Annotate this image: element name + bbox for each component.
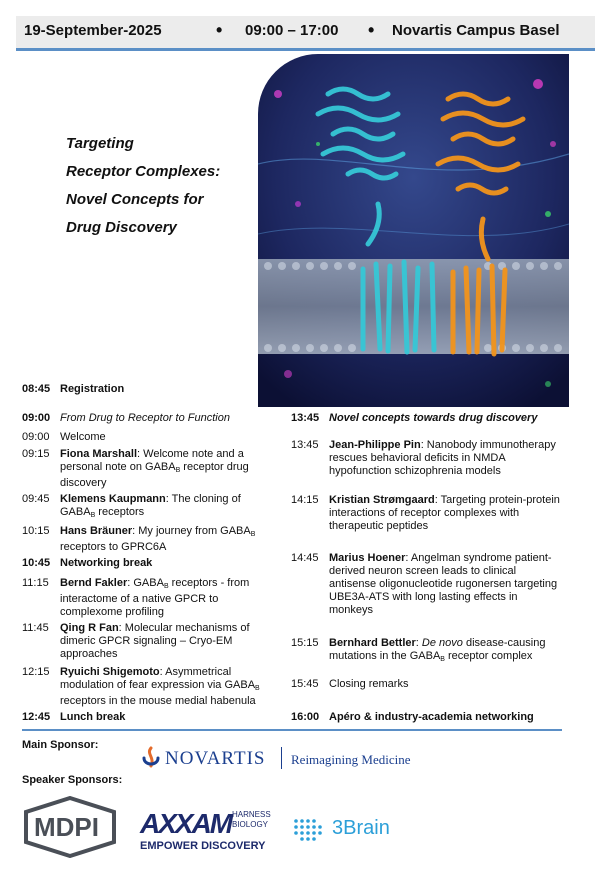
schedule-text: Closing remarks (329, 678, 409, 690)
talk-title: : Asymmetrical modulation of fear expression via GABA (60, 666, 256, 691)
talk-title: : Molecular mechanisms of dimeric GPCR signaling – Cryo-EM approaches (60, 622, 250, 660)
subscript: B (175, 467, 181, 474)
event-date: 19-September-2025 (24, 22, 162, 39)
speaker-name: Hans Bräuner (60, 525, 133, 537)
event-venue: Novartis Campus Basel (392, 22, 560, 39)
speaker-name: Qing R Fan (60, 622, 119, 634)
mdpi-wordmark: MDPI (34, 812, 99, 842)
subscript: B (163, 583, 169, 590)
bullet-separator: • (368, 20, 375, 40)
speaker-name: Marius Hoener (329, 552, 406, 564)
schedule-time: 12:45 (22, 711, 51, 723)
talk-title-italic: De novo (421, 637, 463, 649)
speaker-name: Bernd Fakler (60, 577, 128, 589)
subscript: B (250, 531, 256, 538)
talk-title: : GABA (127, 577, 164, 589)
mdpi-logo (22, 796, 118, 858)
logo-divider (281, 747, 282, 769)
header-bar (16, 16, 595, 51)
schedule-time: 15:45 (291, 678, 319, 690)
schedule-time: 10:15 (22, 525, 50, 537)
subscript: B (440, 656, 445, 663)
talk-title: disease-causing mutations in the GABA (329, 637, 546, 662)
event-title (66, 130, 220, 242)
subscript: B (90, 512, 96, 519)
3brain-logo (292, 815, 432, 845)
schedule-time: 09:45 (22, 493, 50, 505)
schedule-text: Networking break (60, 557, 153, 569)
speaker-name: Bernhard Bettler (329, 637, 416, 649)
event-time: 09:00 – 17:00 (245, 22, 339, 39)
axxam-slogan: EMPOWER DISCOVERY (140, 840, 266, 852)
novartis-logo (140, 746, 425, 772)
talk-title: receptor drug discovery (60, 461, 249, 489)
title-line: Novel Concepts for (66, 191, 204, 208)
schedule-time: 13:45 (291, 439, 319, 451)
talk-title: : The cloning of GABA (60, 493, 241, 518)
schedule-text: Registration (60, 383, 125, 395)
novartis-wordmark: NOVARTIS (165, 748, 266, 769)
schedule-time: 14:15 (291, 494, 319, 506)
axxam-wordmark: AXXAM (140, 808, 232, 839)
schedule-text: Welcome (60, 431, 106, 443)
talk-title: receptors - from interactome of a native GPCR to complexome profiling (60, 577, 250, 618)
speaker-name: Fiona Marshall (60, 448, 138, 460)
talk-title: : Angelman syndrome patient-derived neuron screen leads to clinical antisense oligonucleotide rugonersen targeting UBE3A-ATS with long lasting effects in monkeys (329, 552, 558, 616)
schedule-time: 08:45 (22, 383, 51, 395)
3brain-wordmark: 3Brain (332, 817, 390, 839)
schedule-time: 12:15 (22, 666, 50, 678)
speaker-name: Ryuichi Shigemoto (60, 666, 160, 678)
bullet-separator: • (216, 20, 223, 40)
speaker-name: Klemens Kaupmann (60, 493, 166, 505)
schedule-time: 09:15 (22, 448, 50, 460)
receptor-structure-illustration (258, 54, 569, 407)
schedule-time: 11:45 (22, 622, 49, 634)
talk-title: : Welcome note and a personal note on GABA (60, 448, 244, 473)
novartis-flame-icon (140, 746, 162, 770)
axxam-tagline-line: BIOLOGY (232, 820, 269, 829)
speaker-sponsors-label: Speaker Sponsors: (22, 774, 123, 786)
session-title: Novel concepts towards drug discovery (329, 412, 538, 424)
section-divider (22, 729, 562, 731)
schedule-time: 15:15 (291, 637, 319, 649)
schedule-text: Lunch break (60, 711, 126, 723)
speaker-name: Jean-Philippe Pin (329, 439, 421, 451)
session-title: From Drug to Receptor to Function (60, 412, 230, 424)
talk-title: receptors (95, 506, 145, 518)
talk-title: : My journey from GABA (132, 525, 251, 537)
title-line: Receptor Complexes: (66, 163, 221, 180)
subscript: B (255, 685, 260, 692)
hero-image (258, 54, 569, 407)
schedule-time: 10:45 (22, 557, 51, 569)
title-line: Targeting (66, 135, 134, 152)
talk-title: : Nanobody immunotherapy rescues behavioral deficits in NMDA hypofunction schizophrenia models (329, 439, 556, 477)
axxam-logo (138, 808, 274, 856)
main-sponsor-label: Main Sponsor: (22, 739, 99, 751)
schedule-time: 14:45 (291, 552, 319, 564)
schedule-time: 13:45 (291, 412, 320, 424)
3brain-dot-grid-icon (292, 817, 326, 843)
schedule-time: 11:15 (22, 577, 49, 589)
talk-title: receptor complex (444, 650, 533, 662)
schedule-time: 09:00 (22, 412, 51, 424)
talk-title: receptors in the mouse medial habenula (60, 695, 256, 707)
title-line: Drug Discovery (66, 219, 177, 236)
schedule-text: Apéro & industry-academia networking (329, 711, 534, 723)
speaker-name: Kristian Strømgaard (329, 494, 435, 506)
axxam-tagline-line: HARNESS (232, 810, 271, 819)
schedule-time: 16:00 (291, 711, 320, 723)
schedule-time: 09:00 (22, 431, 50, 443)
talk-title: : Targeting protein-protein interactions of receptor complexes with therapeutic peptides (329, 494, 560, 532)
novartis-tagline: Reimagining Medicine (291, 752, 411, 767)
talk-title: receptors to GPRC6A (60, 541, 167, 553)
